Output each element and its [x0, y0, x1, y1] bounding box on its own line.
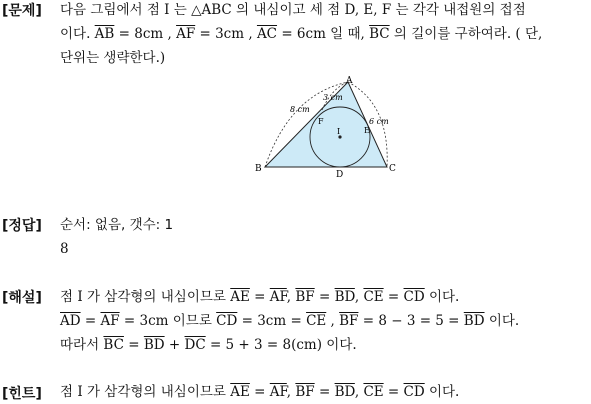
text-fragment: = 6cm 일 때, [277, 26, 370, 42]
text-fragment: , [326, 313, 340, 329]
text-fragment: = [249, 289, 270, 305]
segment: $\overline{BF}$ [295, 384, 315, 400]
segment: $\overline{BD}$ [463, 313, 485, 329]
hint-line-1 [60, 380, 588, 404]
segment: $\overline{CE}$ [363, 289, 384, 305]
text-fragment: = 3cm = [237, 313, 307, 329]
text-fragment: = 3cm , [195, 26, 257, 42]
length-ab: 8 cm [290, 105, 310, 114]
segment-af: $\overline{AF}$ [176, 26, 196, 42]
explanation-line-2 [60, 309, 588, 333]
segment-ac: $\overline{AC}$ [256, 26, 278, 42]
label-i: I [337, 127, 341, 136]
text-fragment: 이다. [424, 384, 460, 400]
segment: $\overline{CE}$ [306, 313, 327, 329]
segment: $\overline{AE}$ [230, 289, 250, 305]
segment: $\overline{BD}$ [334, 289, 355, 305]
segment: $\overline{BF}$ [295, 289, 315, 305]
text-fragment: = 5 + 3 = 8(cm) 이다. [205, 337, 357, 353]
text-fragment: , [286, 384, 296, 400]
triangle-figure [250, 74, 410, 182]
problem-label: [문제] [2, 3, 42, 19]
segment: $\overline{AF}$ [269, 384, 287, 400]
segment: $\overline{AF}$ [100, 313, 120, 329]
label-a: A [346, 76, 353, 86]
text-fragment: 이다. [424, 289, 460, 305]
problem-line-1: 다음 그림에서 점 I 는 △ABC 의 내심이고 세 점 D, E, F 는 각각 내접원의 접점 [60, 2, 526, 18]
explanation-line-3 [60, 333, 588, 357]
segment: $\overline{AD}$ [60, 313, 81, 329]
segment: $\overline{AE}$ [230, 384, 250, 400]
explanation-label: [해설] [2, 290, 42, 306]
hint-label: [힌트] [2, 386, 42, 402]
explanation-line-1 [60, 285, 588, 309]
text-fragment: 이다. [484, 313, 520, 329]
text-fragment: , [286, 289, 296, 305]
label-d: D [336, 170, 344, 180]
segment: $\overline{CE}$ [363, 384, 384, 400]
text-fragment: 의 길이를 구하여라. ( 단, [389, 26, 543, 42]
text-fragment: 이다. [60, 26, 95, 42]
text-fragment: = [383, 289, 404, 305]
text-fragment: , [354, 289, 364, 305]
answer-meta: 순서: 없음, 갯수: 1 [60, 217, 174, 233]
segment: $\overline{CD}$ [403, 289, 425, 305]
text-fragment: = 8cm , [114, 26, 177, 42]
text-fragment: = 8 − 3 = 5 = [358, 313, 464, 329]
text-fragment: , [354, 384, 364, 400]
text-fragment: = [123, 337, 144, 353]
text-fragment: = [314, 289, 335, 305]
problem-text [60, 0, 588, 70]
segment: $\overline{BC}$ [103, 337, 124, 353]
text-fragment: = [314, 384, 335, 400]
segment: $\overline{CD}$ [216, 313, 238, 329]
length-ac: 6 cm [369, 117, 389, 126]
segment: $\overline{BD}$ [143, 337, 165, 353]
answer-label: [정답] [2, 218, 42, 234]
text-fragment: + [164, 337, 185, 353]
hint-text [60, 380, 588, 404]
segment: $\overline{BF}$ [339, 313, 359, 329]
text-fragment: = [80, 313, 101, 329]
label-f: F [318, 117, 324, 126]
length-af: 3 cm [323, 93, 343, 102]
problem-line-2 [60, 22, 588, 46]
label-c: C [389, 164, 396, 174]
label-e: E [364, 126, 370, 135]
segment: $\overline{BD}$ [334, 384, 355, 400]
text-fragment: = [249, 384, 270, 400]
segment: $\overline{CD}$ [403, 384, 425, 400]
answer-value: 8 [60, 241, 69, 257]
answer-text [60, 213, 588, 261]
segment-bc: $\overline{BC}$ [369, 26, 390, 42]
segment: $\overline{DC}$ [184, 337, 206, 353]
label-b: B [255, 164, 262, 174]
text-fragment: 점 I 가 삼각형의 내심이므로 [60, 384, 231, 400]
problem-line-3: 단위는 생략한다.) [60, 50, 166, 66]
explanation-text [60, 285, 588, 357]
segment: $\overline{AF}$ [269, 289, 287, 305]
text-fragment: = 3cm 이므로 [119, 313, 217, 329]
text-fragment: 따라서 [60, 337, 104, 353]
text-fragment: = [383, 384, 404, 400]
text-fragment: 점 I 가 삼각형의 내심이므로 [60, 289, 231, 305]
segment-ab: $\overline{AB}$ [94, 26, 115, 42]
